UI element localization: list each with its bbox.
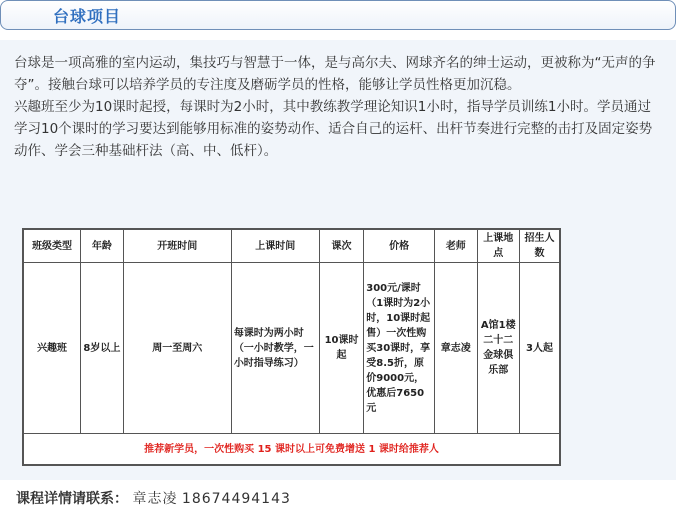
section-title: 台球项目 <box>53 7 122 26</box>
contact-name: 章志凌 <box>132 491 178 507</box>
intro-text <box>14 52 664 162</box>
cell-sessions: 10课时起 <box>319 263 363 434</box>
header-schedule: 上课时间 <box>231 229 319 263</box>
header-age: 年龄 <box>81 229 123 263</box>
cell-teacher: 章志凌 <box>435 263 477 434</box>
header-class-type: 班级类型 <box>23 229 81 263</box>
cell-price: 300元/课时（1课时为2小时，10课时起售）一次性购买30课时，享受8.5折，原价9000元，优惠后7650元 <box>364 263 435 434</box>
header-open-days: 开班时间 <box>123 229 231 263</box>
contact-line <box>16 488 291 508</box>
course-table <box>22 228 561 466</box>
intro-paragraph-1: 台球是一项高雅的室内运动，集技巧与智慧于一体，是与高尔夫、网球齐名的绅士运动，更被称为“无声的争夺”。接触台球可以培养学员的专注度及磨砺学员的性格，能够让学员性格更加沉稳。 <box>14 55 656 93</box>
header-location: 上课地点 <box>477 229 519 263</box>
content-panel <box>0 40 676 480</box>
cell-class-type: 兴趣班 <box>23 263 81 434</box>
promo-row <box>23 434 560 466</box>
cell-enrollment: 3人起 <box>519 263 560 434</box>
contact-phone[interactable]: 18674494143 <box>181 491 291 507</box>
header-enrollment: 招生人数 <box>519 229 560 263</box>
contact-label: 课程详情请联系： <box>16 491 128 507</box>
cell-open-days: 周一至周六 <box>123 263 231 434</box>
table-row <box>23 263 560 434</box>
cell-location: A馆1楼二十二金球俱乐部 <box>477 263 519 434</box>
section-header <box>0 0 676 30</box>
table-header-row <box>23 229 560 263</box>
cell-schedule: 每课时为两小时（一小时教学，一小时指导练习） <box>231 263 319 434</box>
cell-age: 8岁以上 <box>81 263 123 434</box>
intro-paragraph-2: 兴趣班至少为10课时起授，每课时为2小时，其中教练教学理论知识1小时，指导学员训练1小时。学员通过学习10个课时的学习要达到能够用标准的姿势动作、适合自己的运杆、出杆节奏进行完整的击打及固定姿势动作、学会三种基础杆法（高、中、低杆）。 <box>14 99 653 159</box>
header-teacher: 老师 <box>435 229 477 263</box>
header-price: 价格 <box>364 229 435 263</box>
header-sessions: 课次 <box>319 229 363 263</box>
promo-text: 推荐新学员，一次性购买 15 课时以上可免费增送 1 课时给推荐人 <box>23 434 560 466</box>
